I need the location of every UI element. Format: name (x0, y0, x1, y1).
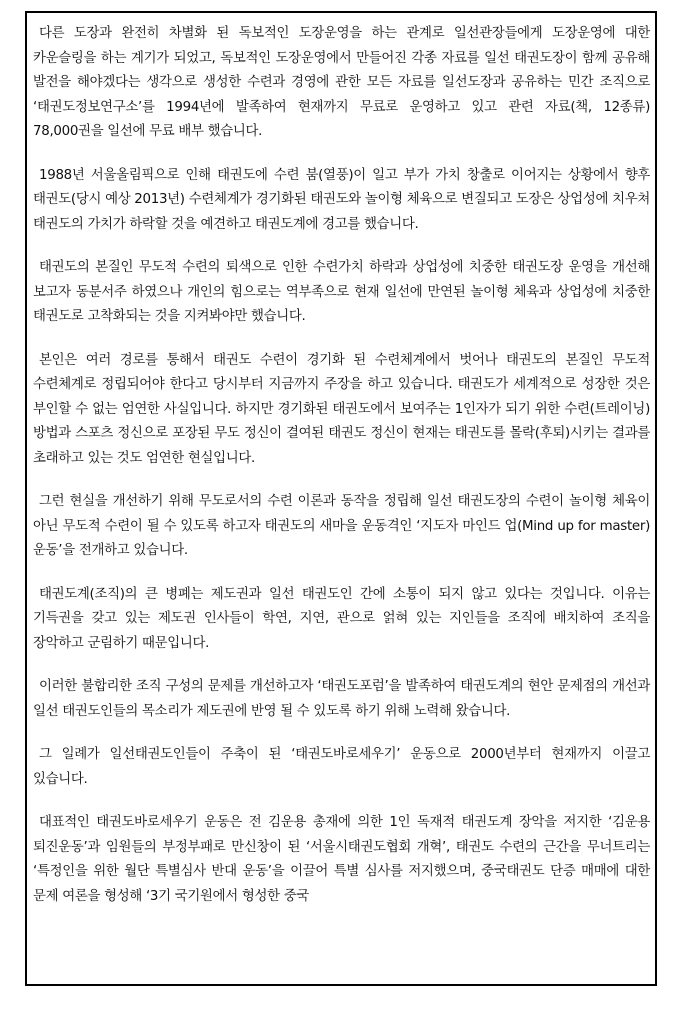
paragraph-5: 그런 현실을 개선하기 위해 무도로서의 수련 이론과 동작을 정립해 일선 태권도장의 수련이 놀이형 체육이 아닌 무도적 수련이 될 수 있도록 하고자 태권도의 새마을 운동격인 ‘지도자 마인드 업(Mind up for master) 운동’을 전개하고 있습니다. (33, 494, 650, 558)
paragraph-3: 태권도의 본질인 무도적 수련의 퇴색으로 인한 수련가치 하락과 상업성에 치중한 태권도장 운영을 개선해 보고자 동분서주 하였으나 개인의 힘으로는 역부족으로 현재 일선에 만연된 놀이형 체육과 상업성에 치중한 태권도로 고착화되는 것을 지켜봐야만 했습니다. (33, 260, 650, 324)
document-frame (25, 11, 657, 986)
paragraph-4: 본인은 여러 경로를 통해서 태권도 수련이 경기화 된 수련체계에서 벗어나 태권도의 본질인 무도적 수련체계로 정립되어야 한다고 당시부터 지금까지 주장을 하고 있습니다. 태권도가 세계적으로 성장한 것은 부인할 수 없는 엄연한 사실입니다. 하지만 경기화된 태권도에서 보여주는 1인자가 되기 위한 수련(트레이닝) 방법과 스포츠 정신으로 포장된 무도 정신이 결여된 태권도 정신이 현재는 태권도를 몰락(후퇴)시키는 결과를 초래하고 있는 것도 엄연한 현실입니다. (33, 352, 650, 466)
paragraph-2: 1988년 서울올림픽으로 인해 태권도에 수련 붐(열풍)이 일고 부가 가치 창출로 이어지는 상황에서 향후 태권도(당시 예상 2013년) 수련체계가 경기화된 태권도와 놀이형 체육으로 변질되고 도장은 상업성에 치우쳐 태권도의 가치가 하락할 것을 예견하고 태권도계에 경고를 했습니다. (33, 167, 650, 232)
paragraph-6: 태권도계(조직)의 큰 병폐는 제도권과 일선 태권도인 간에 소통이 되지 않고 있다는 것입니다. 이유는 기득권을 갖고 있는 제도권 인사들이 학연, 지연, 관으로 얽혀 있는 지인들을 조직에 배치하여 조직을 장악하고 군림하기 때문입니다. (33, 586, 650, 651)
paragraph-7: 이러한 불합리한 조직 구성의 문제를 개선하고자 ‘태권도포럼’을 발족하여 태권도계의 현안 문제점의 개선과 일선 태권도인들의 목소리가 제도권에 반영 될 수 있도록 하기 위해 노력해 왔습니다. (33, 679, 650, 719)
paragraph-9: 대표적인 태권도바로세우기 운동은 전 김운용 총재에 의한 1인 독재적 태권도계 장악을 저지한 ‘김운용 퇴진운동’과 임원들의 부정부패로 만신창이 된 ‘서울시태권도협회 개혁’, 태권도 수련의 근간을 무너트리는 ‘특정인을 위한 월단 특별심사 반대 운동’을 이끌어 특별 심사를 저지했으며, 중국태권도 단증 매매에 대한 문제 여론을 형성해 ‘3기 국기원에서 형성한 중국 (33, 815, 650, 904)
paragraph-1: 다른 도장과 완전히 차별화 된 독보적인 도장운영을 하는 관계로 일선관장들에게 도장운영에 대한 카운슬링을 하는 계기가 되었고, 독보적인 도장운영에서 만들어진 각종 자료를 일선 태권도장이 함께 공유해 발전을 해야겠다는 생각으로 생성한 수련과 경영에 관한 모든 자료를 일선도장과 공유하는 민간 조직으로 ‘태권도정보연구소’를 1994년에 발족하여 현재까지 무료로 운영하고 있고 관련 자료(책, 12종류) 78,000권을 일선에 무료 배부 했습니다. (33, 26, 650, 139)
paragraph-8: 그 일례가 일선태권도인들이 주축이 된 ‘태권도바로세우기’ 운동으로 2000년부터 현재까지 이끌고 있습니다. (33, 747, 650, 787)
